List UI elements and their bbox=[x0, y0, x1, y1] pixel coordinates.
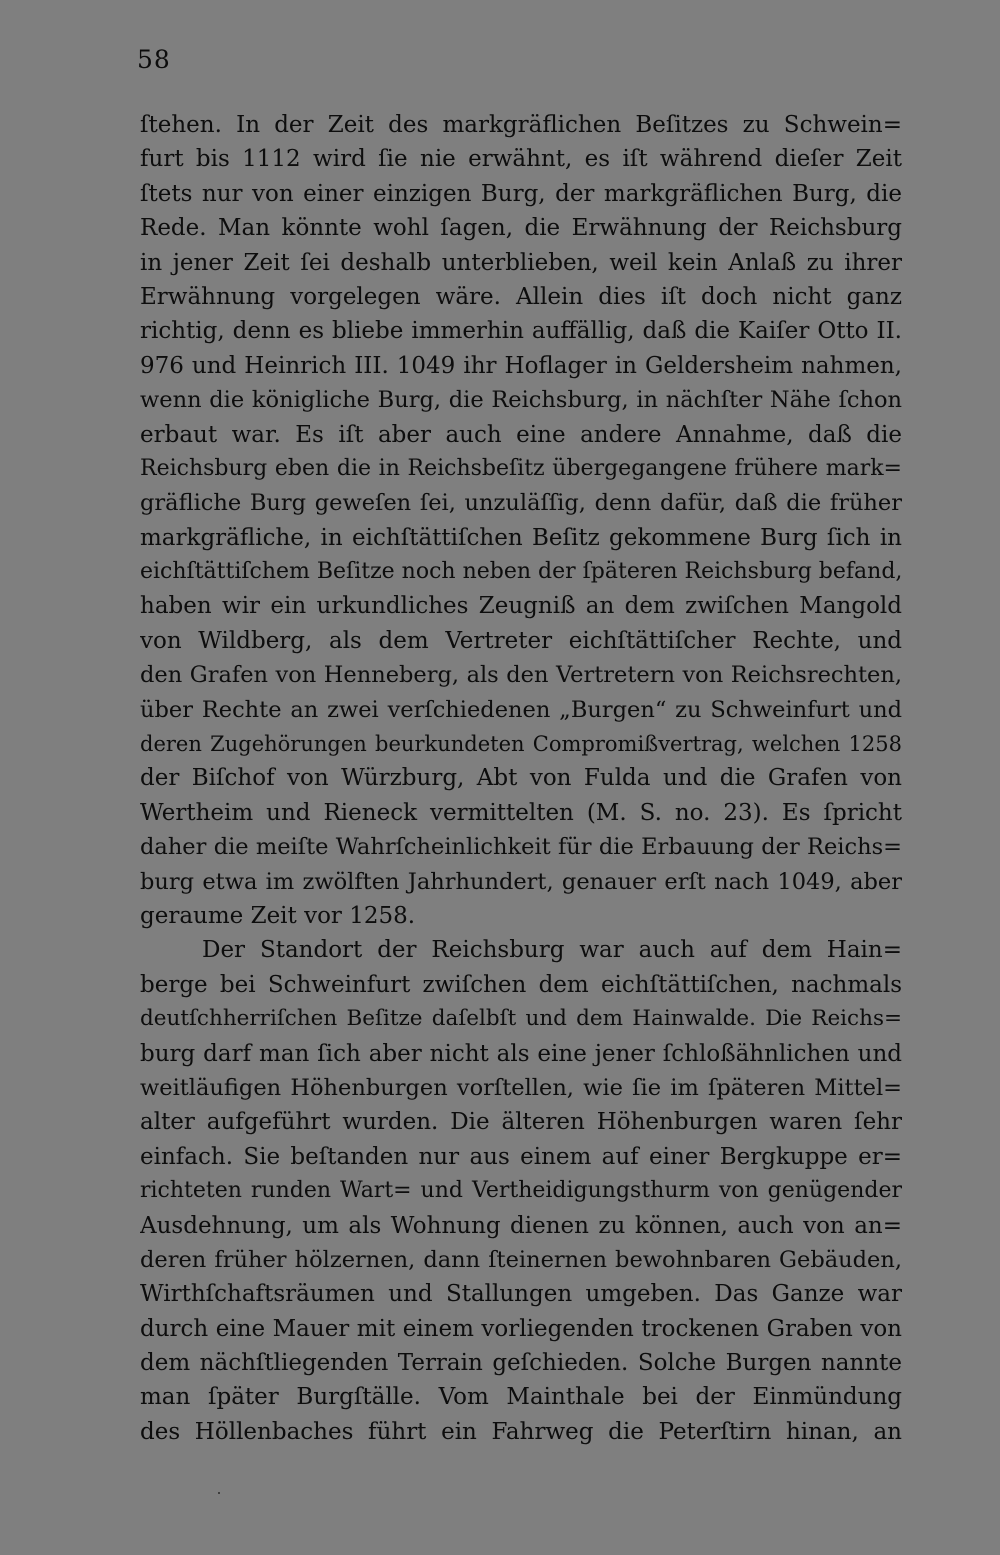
text-line: deren Zugehörungen beurkundeten Compromißvertrag, welchen 1258 bbox=[140, 732, 902, 757]
text-line: haben wir ein urkundliches Zeugniß an dem zwiſchen Mangold bbox=[140, 593, 902, 620]
text-line: erbaut war. Es iſt aber auch eine andere Annahme, daß die bbox=[140, 421, 902, 448]
text-line: gräfliche Burg geweſen ſei, unzuläſſig, denn dafür, daß die früher bbox=[140, 490, 902, 517]
body-text bbox=[140, 108, 902, 1449]
text-line: wenn die königliche Burg, die Reichsburg, in nächſter Nähe ſchon bbox=[140, 387, 902, 414]
text-line: Wirthſchaftsräumen und Stallungen umgeben. Das Ganze war bbox=[140, 1281, 902, 1308]
text-line: einfach. Sie beſtanden nur aus einem auf einer Bergkuppe er= bbox=[140, 1143, 902, 1170]
text-line: alter aufgeführt wurden. Die älteren Höhenburgen waren ſehr bbox=[140, 1109, 902, 1136]
text-line: eichſtättiſchem Beſitze noch neben der ſpäteren Reichsburg befand, bbox=[140, 559, 902, 585]
text-line: ſtehen. In der Zeit des markgräflichen Beſitzes zu Schwein= bbox=[140, 112, 902, 138]
text-line: von Wildberg, als dem Vertreter eichſtättiſcher Rechte, und bbox=[140, 627, 902, 654]
text-line: man ſpäter Burgſtälle. Vom Mainthale bei der Einmündung bbox=[140, 1384, 902, 1411]
text-line: Wertheim und Rieneck vermittelten (M. S. no. 23). Es ſpricht bbox=[140, 799, 902, 826]
text-line: ſtets nur von einer einzigen Burg, der markgräflichen Burg, die bbox=[140, 180, 902, 207]
text-line: richteten runden Wart= und Vertheidigungsthurm von genügender bbox=[140, 1178, 902, 1204]
text-line: richtig, denn es bliebe immerhin auffällig, daß die Kaiſer Otto II. bbox=[140, 318, 902, 345]
text-line: Erwähnung vorgelegen wäre. Allein dies iſt doch nicht ganz bbox=[140, 283, 902, 310]
text-line: burg etwa im zwölften Jahrhundert, genauer erſt nach 1049, aber bbox=[140, 868, 902, 895]
text-line: Reichsburg eben die in Reichsbeſitz übergegangene frühere mark= bbox=[140, 455, 902, 481]
text-line: burg darf man ſich aber nicht als eine jener ſchloßähnlichen und bbox=[140, 1040, 902, 1067]
text-line: des Höllenbaches führt ein Fahrweg die Peterſtirn hinan, an bbox=[140, 1418, 902, 1445]
text-line: furt bis 1112 wird ſie nie erwähnt, es iſt während dieſer Zeit bbox=[140, 146, 902, 173]
text-line: dem nächſtliegenden Terrain geſchieden. Solche Burgen nannte bbox=[140, 1350, 902, 1377]
text-line: deren früher hölzernen, dann ſteinernen bewohnbaren Gebäuden, bbox=[140, 1246, 902, 1273]
text-line: deutſchherriſchen Beſitze daſelbſt und dem Hainwalde. Die Reichs= bbox=[140, 1006, 902, 1032]
text-line: Ausdehnung, um als Wohnung dienen zu können, auch von an= bbox=[140, 1212, 902, 1239]
text-line: geraume Zeit vor 1258. bbox=[140, 902, 416, 929]
text-line: der Biſchof von Würzburg, Abt von Fulda und die Grafen von bbox=[140, 765, 902, 792]
text-line: Rede. Man könnte wohl ſagen, die Erwähnung der Reichsburg bbox=[140, 215, 902, 242]
text-line: durch eine Mauer mit einem vorliegenden trockenen Graben von bbox=[140, 1315, 902, 1342]
page-number: 58 bbox=[137, 45, 171, 74]
text-line: in jener Zeit ſei deshalb unterblieben, weil kein Anlaß zu ihrer bbox=[140, 249, 902, 276]
text-line: daher die meiſte Wahrſcheinlichkeit für die Erbauung der Reichs= bbox=[140, 834, 902, 861]
text-line: weitläufigen Höhenburgen vorſtellen, wie ſie im ſpäteren Mittel= bbox=[140, 1074, 902, 1101]
text-line: Der Standort der Reichsburg war auch auf dem Hain= bbox=[202, 937, 902, 964]
text-line: den Grafen von Henneberg, als den Vertretern von Reichsrechten, bbox=[140, 662, 902, 689]
scan-speck bbox=[218, 1492, 220, 1494]
text-line: 976 und Heinrich III. 1049 ihr Hoflager in Geldersheim nahmen, bbox=[140, 352, 902, 379]
text-line: über Rechte an zwei verſchiedenen „Burgen“ zu Schweinfurt und bbox=[140, 696, 902, 723]
text-line: berge bei Schweinfurt zwiſchen dem eichſtättiſchen, nachmals bbox=[140, 971, 902, 998]
text-line: markgräfliche, in eichſtättiſchen Beſitz gekommene Burg ſich in bbox=[140, 524, 902, 551]
